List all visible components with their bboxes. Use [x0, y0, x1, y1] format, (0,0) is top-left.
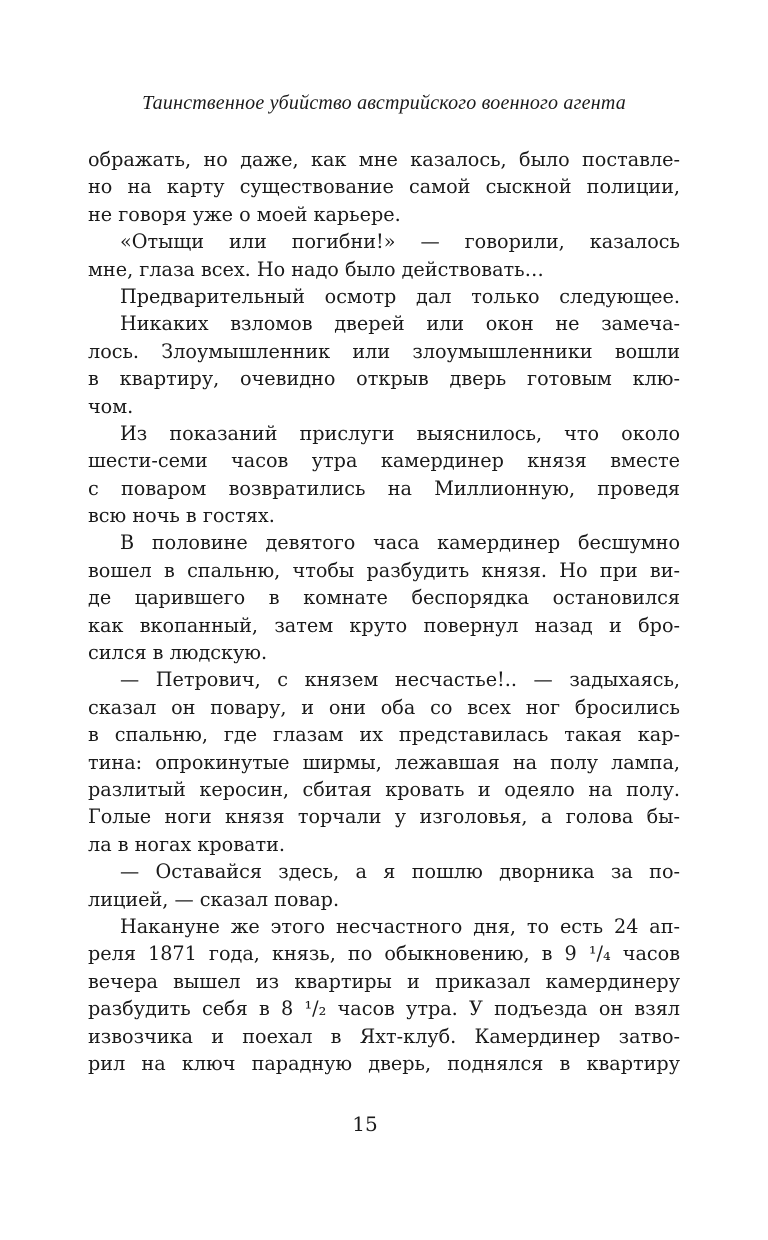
text-line: в спальню, где глазам их представилась такая кар- — [88, 723, 680, 747]
text-line: мне, глаза всех. Но надо было действовать… — [88, 257, 544, 281]
text-line: всю ночь в гостях. — [88, 504, 275, 528]
text-line: ла в ногах кровати. — [88, 832, 285, 856]
text-line: лось. Злоумышленник или злоумышленники вошли — [88, 339, 680, 363]
text-line: шести-семи часов утра камердинер князя вместе — [88, 449, 680, 473]
running-head: Таинственное убийство австрийского военного агента — [142, 92, 626, 114]
text-line: де царившего в комнате беспорядка остановился — [88, 586, 680, 610]
text-line: вошел в спальню, чтобы разбудить князя. Но при ви- — [88, 558, 680, 582]
text-line: сился в людскую. — [88, 641, 268, 665]
text-line: «Отыщи или погибни!» — говорили, казалось — [120, 230, 680, 254]
text-line: — Оставайся здесь, а я пошлю дворника за по- — [120, 860, 680, 884]
text-line: с поваром возвратились на Миллионную, проведя — [88, 476, 680, 500]
text-line: чом. — [88, 394, 134, 418]
text-line: извозчика и поехал в Яхт-клуб. Камердинер затво- — [88, 1024, 680, 1048]
text-line: вечера вышел из квартиры и приказал камердинеру — [88, 969, 680, 993]
text-line: реля 1871 года, князь, по обыкновению, в 9 ¹/₄ часов — [88, 942, 680, 966]
text-line: разлитый керосин, сбитая кровать и одеяло на полу. — [88, 777, 680, 801]
text-line: Накануне же этого несчастного дня, то есть 24 ап- — [120, 914, 680, 938]
text-line: Предварительный осмотр дал только следующее. — [120, 284, 680, 308]
text-line: разбудить себя в 8 ¹/₂ часов утра. У подъезда он взял — [88, 997, 680, 1021]
text-line: Никаких взломов дверей или окон не замеча- — [120, 312, 680, 336]
text-line: Из показаний прислуги выяснилось, что около — [120, 421, 680, 445]
text-line: как вкопанный, затем круто повернул назад и бро- — [88, 613, 680, 637]
page-number: 15 — [352, 1112, 378, 1136]
text-line: В половине девятого часа камердинер бесшумно — [120, 531, 680, 555]
body-text — [88, 146, 680, 1077]
text-line: — Петрович, с князем несчастье!.. — задыхаясь, — [120, 668, 680, 692]
text-line: но на карту существование самой сыскной полиции, — [88, 175, 680, 199]
text-line: Голые ноги князя торчали у изголовья, а голова бы- — [88, 805, 680, 829]
text-line: рил на ключ парадную дверь, поднялся в квартиру — [88, 1051, 680, 1075]
text-line: лицией, — сказал повар. — [88, 887, 340, 911]
text-line: не говоря уже о моей карьере. — [88, 202, 401, 226]
text-line: ображать, но даже, как мне казалось, было поставле- — [88, 148, 680, 171]
text-line: сказал он повару, и они оба со всех ног бросились — [88, 695, 680, 719]
text-line: в квартиру, очевидно открыв дверь готовым клю- — [88, 367, 680, 391]
text-line: тина: опрокинутые ширмы, лежавшая на полу лампа, — [88, 750, 680, 774]
